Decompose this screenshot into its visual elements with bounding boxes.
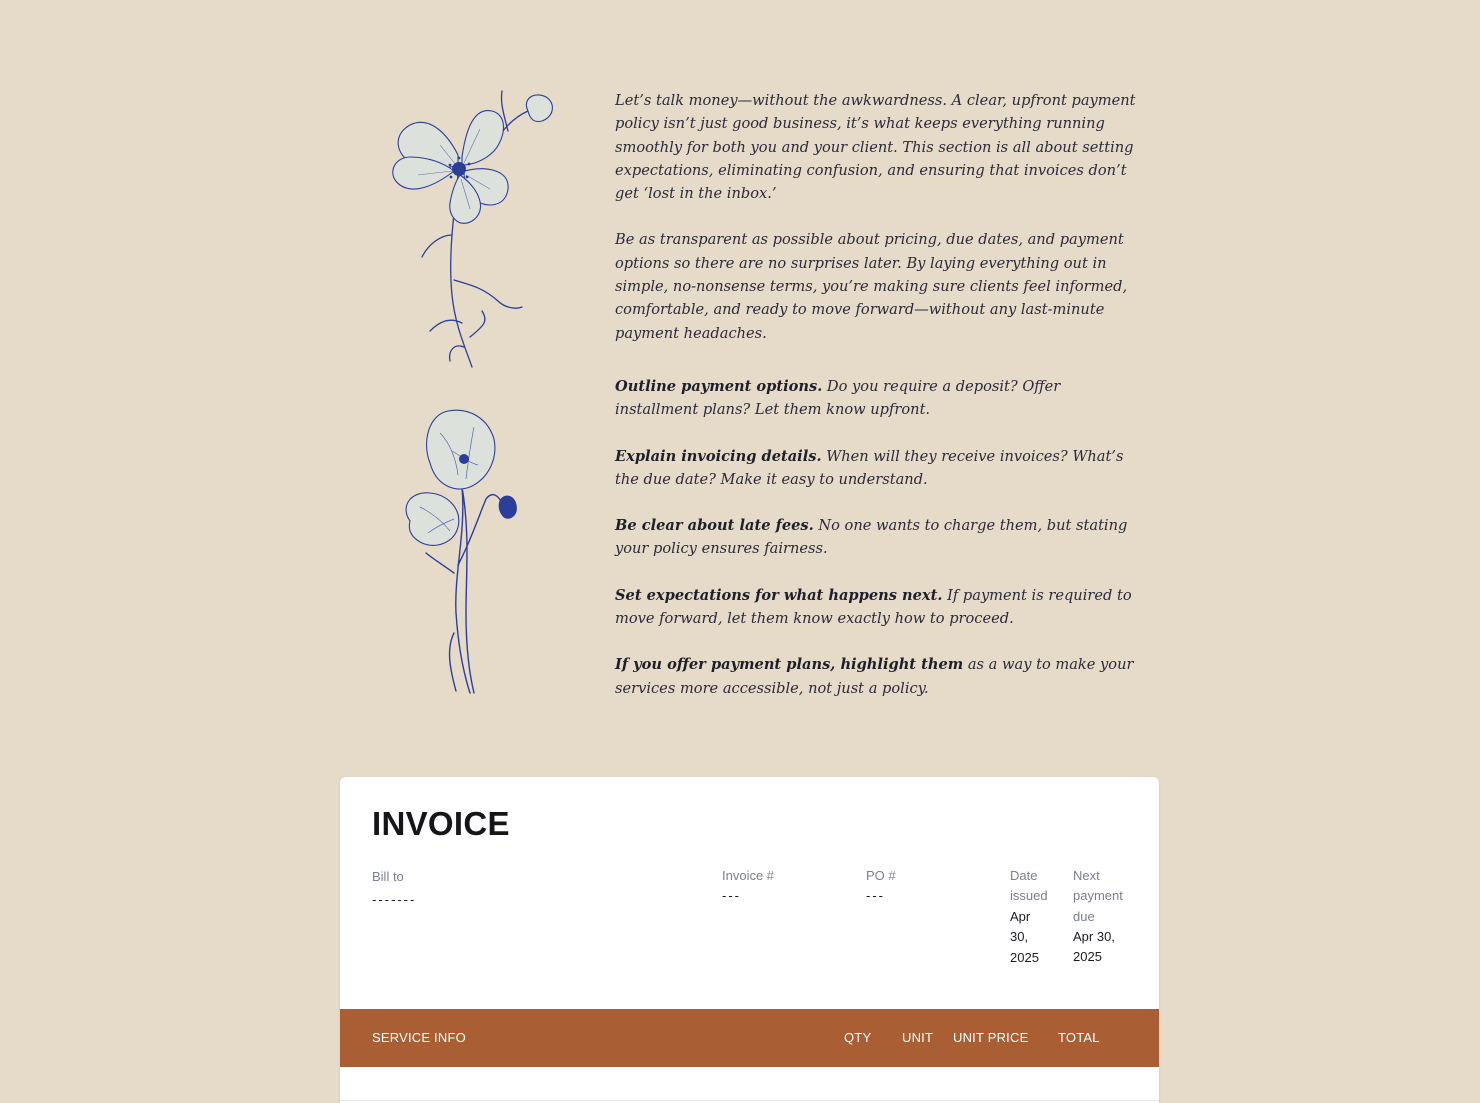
tip-heading: Outline payment options. (615, 377, 823, 395)
payment-policy-text (615, 89, 1139, 723)
tip-body: When will they receive invoices? What’s the due date? Make it easy to understand. (615, 447, 1124, 488)
poppy-flower-icon (370, 403, 570, 695)
column-service-info: SERVICE INFO (372, 1030, 466, 1045)
tip-body: If payment is required to move forward, let them know exactly how to proceed. (615, 586, 1132, 628)
tip-heading: If you offer payment plans, highlight them (615, 656, 964, 674)
invoice-number-value[interactable]: --- (722, 888, 741, 903)
column-qty: QTY (844, 1030, 872, 1045)
tip-body: as a way to make your services more accessible, not just a policy. (615, 656, 1134, 697)
tip-body: No one wants to charge them, but stating your policy ensures fairness. (615, 517, 1128, 558)
tip-late-fees (615, 514, 1139, 561)
next-payment-due-value[interactable]: Apr 30, 2025 (1073, 929, 1115, 965)
next-payment-due-label: Next payment due (1073, 868, 1123, 924)
column-unit-price: UNIT PRICE (953, 1030, 1029, 1045)
botanical-illustrations (370, 85, 570, 695)
invoice-number-label: Invoice # (722, 868, 775, 883)
invoice-card (340, 777, 1159, 1103)
bill-to-label: Bill to (372, 869, 404, 884)
column-unit: UNIT (902, 1030, 934, 1045)
po-number-value[interactable]: --- (866, 888, 885, 903)
column-total: TOTAL (1058, 1030, 1100, 1045)
anemone-flower-icon (370, 85, 570, 375)
invoice-title: INVOICE (372, 805, 510, 842)
tip-heading: Explain invoicing details. (615, 447, 822, 465)
table-row-divider (340, 1100, 1159, 1101)
bill-to-value[interactable]: ------- (372, 892, 417, 907)
tip-heading: Set expectations for what happens next. (615, 586, 943, 604)
tip-body: Do you require a deposit? Offer installment plans? Let them know upfront. (615, 377, 1061, 419)
tip-payment-plans (615, 653, 1139, 700)
po-number-label: PO # (866, 868, 896, 883)
date-issued-value[interactable]: Apr 30, 2025 (1010, 909, 1039, 965)
policy-transparency-paragraph: Be as transparent as possible about pricing, due dates, and payment options so there are no surprises later. By laying everything out in simple, no-nonsense terms, you’re making sure clients feel informed, comfortable, and ready to move forward—without any last-minute payment headaches. (615, 231, 1128, 342)
tip-heading: Be clear about late fees. (615, 517, 814, 535)
tip-invoicing-details (615, 445, 1139, 492)
policy-intro-paragraph: Let’s talk money—without the awkwardness. A clear, upfront payment policy isn’t just good business, it’s what keeps everything running smoothly for both you and your client. This section is all about setting expectations, eliminating confusion, and ensuring that invoices don’t get ‘lost in the inbox.’ (615, 92, 1136, 203)
tip-next-steps (615, 584, 1139, 631)
date-issued-label: Date issued (1010, 868, 1048, 904)
tip-payment-options (615, 375, 1139, 422)
invoice-table-header (340, 1009, 1159, 1067)
